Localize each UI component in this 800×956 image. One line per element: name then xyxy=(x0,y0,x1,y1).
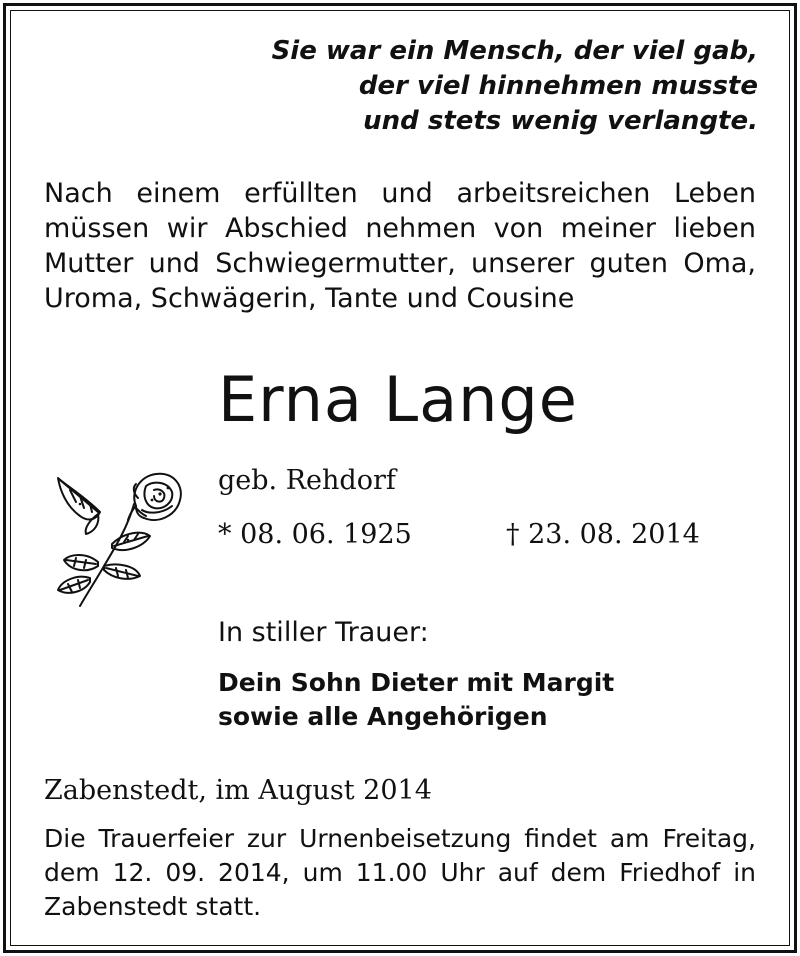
funeral-line-3: Zabenstedt statt. xyxy=(44,892,262,921)
intro-line-3: Mutter und Schwiegermutter, unserer guten Oma, xyxy=(44,248,756,279)
intro-line-4: Uroma, Schwägerin, Tante und Cousine xyxy=(44,283,575,314)
intro-line-2: müssen wir Abschied nehmen von meiner lieben xyxy=(44,213,756,244)
funeral-line-1: Die Trauerfeier zur Urnenbeisetzung findet am Freitag, xyxy=(44,824,756,853)
rose-icon xyxy=(50,466,190,616)
mourners-line-1: Dein Sohn Dieter mit Margit xyxy=(218,668,615,697)
intro-text xyxy=(44,176,756,316)
mourners-line-2: sowie alle Angehörigen xyxy=(218,702,548,731)
motto-line-3: und stets wenig verlangte. xyxy=(363,106,758,136)
intro-line-1: Nach einem erfüllten und arbeitsreichen Leben xyxy=(44,178,756,209)
funeral-line-2: dem 12. 09. 2014, um 11.00 Uhr auf dem Friedhof in xyxy=(44,858,756,887)
motto-quote xyxy=(198,34,758,139)
place-date: Zabenstedt, im August 2014 xyxy=(44,775,432,806)
birth-date: * 08. 06. 1925 xyxy=(218,519,412,550)
motto-line-2: der viel hinnehmen musste xyxy=(358,71,758,101)
mourning-heading: In stiller Trauer: xyxy=(218,617,429,648)
deceased-name: Erna Lange xyxy=(218,363,578,436)
birth-name: geb. Rehdorf xyxy=(218,465,396,496)
mourners xyxy=(218,666,614,734)
motto-line-1: Sie war ein Mensch, der viel gab, xyxy=(271,36,758,66)
funeral-notice xyxy=(44,822,756,924)
death-date: † 23. 08. 2014 xyxy=(506,519,700,550)
